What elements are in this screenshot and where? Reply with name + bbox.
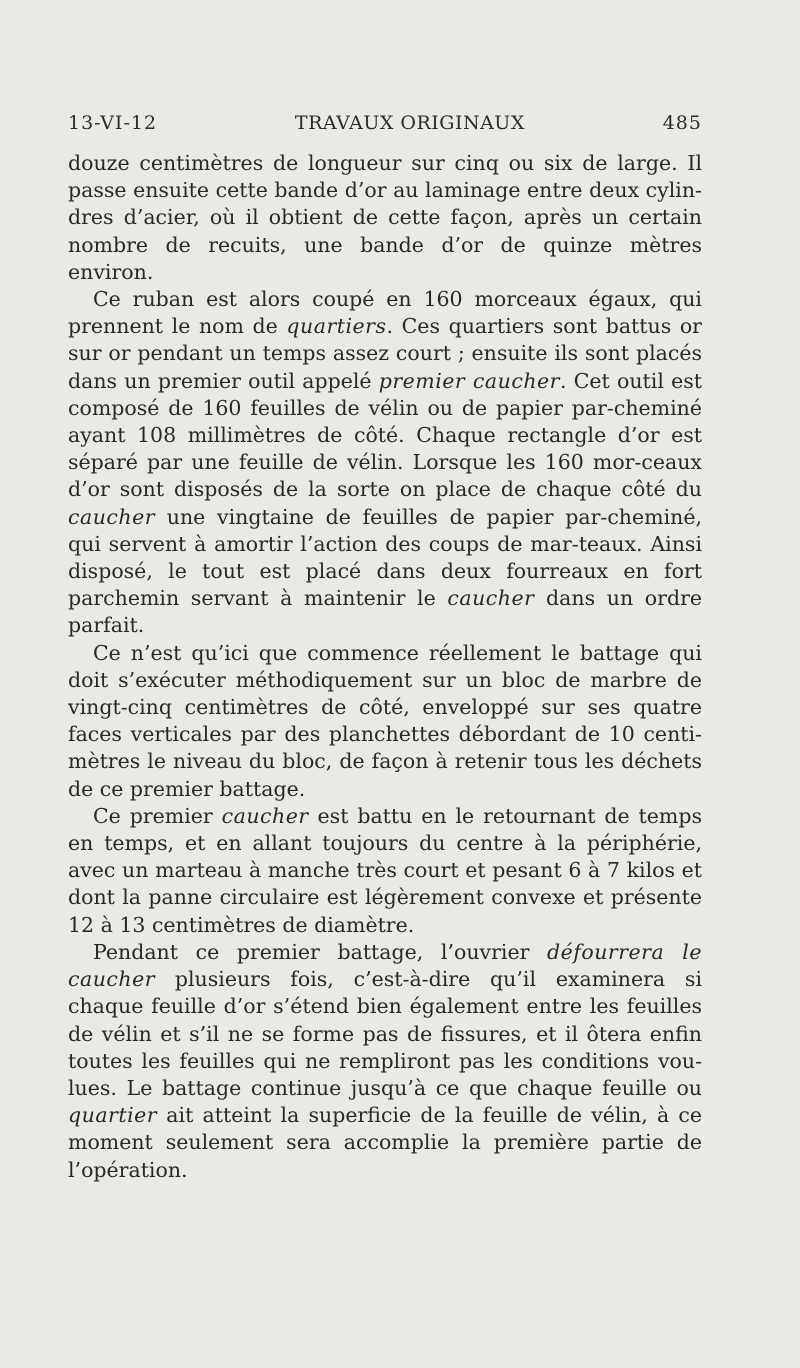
text-run: Ce n’est qu’ici que commence réellement le battage qui doit s’exécuter méthodiquement sur un bloc de marbre de vingt-cinq centimètres de côté, enveloppé sur ses quatre faces verticales par des planchettes débordant de 10 centi-mètres le niveau du bloc, de façon à retenir tous les déchets de ce premier battage.	[68, 640, 702, 801]
italic-term: quartiers	[286, 314, 387, 339]
running-header	[68, 112, 702, 150]
paragraph	[68, 150, 702, 286]
text-run: ait atteint la superficie de la feuille de vélin, à ce moment seulement sera accomplie la première partie de l’opération.	[68, 1103, 702, 1182]
italic-term: caucher	[447, 586, 535, 611]
body-text	[68, 150, 702, 1184]
paragraph	[68, 286, 702, 640]
header-date: 13-VI-12	[68, 112, 158, 134]
italic-term: défourrera le caucher	[68, 939, 702, 992]
italic-term: caucher	[68, 504, 156, 529]
text-run: Pendant ce premier battage, l’ouvrier	[93, 939, 548, 964]
paragraph	[68, 803, 702, 939]
paragraph	[68, 640, 702, 803]
italic-term: caucher	[221, 803, 309, 828]
italic-term: quartier	[68, 1103, 158, 1128]
page-number: 485	[662, 112, 702, 134]
text-run: est battu en le retournant de temps en temps, et en allant toujours du centre à la périphérie, avec un marteau à manche très court et pesant 6 à 7 kilos et dont la panne circulaire est légèrement convexe et présente 12 à 13 centimètres de diamètre.	[68, 803, 702, 937]
text-run: plusieurs fois, c’est-à-dire qu’il examinera si chaque feuille d’or s’étend bien également entre les feuilles de vélin et s’il ne se forme pas de fissures, et il ôtera enfin toutes les feuilles qui ne rempliront pas les conditions vou-lues. Le battage continue jusqu’à ce que chaque feuille ou	[68, 967, 702, 1100]
header-section-title: TRAVAUX ORIGINAUX	[294, 112, 525, 134]
paragraph	[68, 939, 702, 1184]
text-run: . Ces quartiers sont battus or sur or pendant un temps assez court ; ensuite ils sont placés dans un premier outil appelé	[68, 314, 702, 393]
text-run: Ce premier	[93, 803, 222, 828]
italic-term: premier caucher	[378, 368, 560, 393]
text-run: . Cet outil est composé de 160 feuilles de vélin ou de papier par-cheminé ayant 108 millimètres de côté. Chaque rectangle d’or est séparé par une feuille de vélin. Lorsque les 160 mor-ceaux d’or sont disposés de la sorte on place de chaque côté du	[68, 368, 702, 502]
text-run: douze centimètres de longueur sur cinq ou six de large. Il passe ensuite cette bande d’or au laminage entre deux cylin-dres d’acier, où il obtient de cette façon, après un certain nombre de recuits, une bande d’or de quinze mètres environ.	[68, 151, 702, 284]
text-run: une vingtaine de feuilles de papier par-cheminé, qui servent à amortir l’action des coups de mar-teaux. Ainsi disposé, le tout est placé dans deux fourreaux en fort parchemin servant à maintenir le	[68, 504, 702, 611]
text-run: Ce ruban est alors coupé en 160 morceaux égaux, qui prennent le nom de	[68, 287, 702, 339]
text-run: dans un ordre parfait.	[68, 586, 703, 638]
